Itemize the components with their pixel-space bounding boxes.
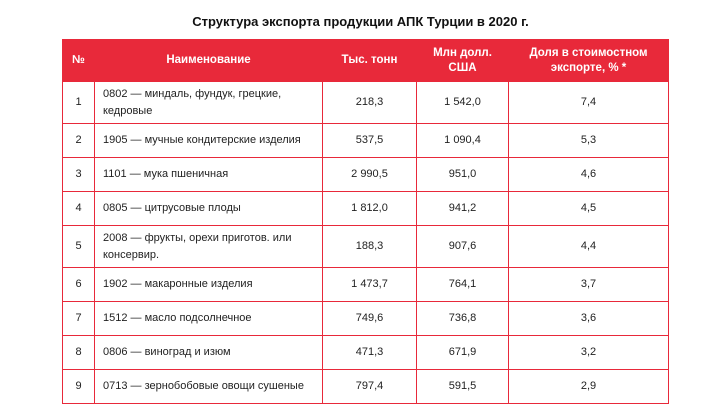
- row-tons: 537,5: [323, 124, 417, 158]
- row-share: 4,5: [509, 192, 669, 226]
- row-name: 0805 — цитрусовые плоды: [95, 192, 323, 226]
- row-usd: 1 542,0: [417, 82, 509, 124]
- row-tons: 218,3: [323, 82, 417, 124]
- row-number: 4: [63, 192, 95, 226]
- row-usd: 671,9: [417, 336, 509, 370]
- table-row: [63, 268, 669, 302]
- row-share: 3,7: [509, 268, 669, 302]
- row-number: 9: [63, 370, 95, 404]
- row-name: 1101 — мука пшеничная: [95, 158, 323, 192]
- row-name: 2008 — фрукты, орехи приготов. или консервир.: [95, 226, 323, 268]
- header-row: [63, 40, 669, 82]
- row-usd: 951,0: [417, 158, 509, 192]
- row-share: 3,6: [509, 302, 669, 336]
- table-row: [63, 158, 669, 192]
- row-name: 1512 — масло подсолнечное: [95, 302, 323, 336]
- export-table: [62, 39, 669, 404]
- row-usd: 736,8: [417, 302, 509, 336]
- header-share: Доля в стоимостном экспорте, % *: [509, 40, 669, 82]
- row-tons: 797,4: [323, 370, 417, 404]
- header-tons: Тыс. тонн: [323, 40, 417, 82]
- row-tons: 2 990,5: [323, 158, 417, 192]
- row-tons: 1 812,0: [323, 192, 417, 226]
- row-share: 5,3: [509, 124, 669, 158]
- row-share: 2,9: [509, 370, 669, 404]
- table-row: [63, 82, 669, 124]
- row-share: 4,6: [509, 158, 669, 192]
- table-title: Структура экспорта продукции АПК Турции в 2020 г.: [192, 14, 529, 29]
- row-tons: 1 473,7: [323, 268, 417, 302]
- row-share: 4,4: [509, 226, 669, 268]
- row-name: 0713 — зернобобовые овощи сушеные: [95, 370, 323, 404]
- row-share: 7,4: [509, 82, 669, 124]
- row-usd: 1 090,4: [417, 124, 509, 158]
- row-tons: 749,6: [323, 302, 417, 336]
- header-usd: Млн долл. США: [417, 40, 509, 82]
- table-row: [63, 124, 669, 158]
- table-row: [63, 192, 669, 226]
- row-number: 8: [63, 336, 95, 370]
- row-number: 5: [63, 226, 95, 268]
- row-usd: 591,5: [417, 370, 509, 404]
- table-row: [63, 302, 669, 336]
- row-name: 0802 — миндаль, фундук, грецкие, кедровые: [95, 82, 323, 124]
- row-number: 6: [63, 268, 95, 302]
- row-number: 2: [63, 124, 95, 158]
- table-row: [63, 226, 669, 268]
- header-name: Наименование: [95, 40, 323, 82]
- row-name: 1902 — макаронные изделия: [95, 268, 323, 302]
- row-number: 1: [63, 82, 95, 124]
- row-name: 1905 — мучные кондитерские изделия: [95, 124, 323, 158]
- row-usd: 907,6: [417, 226, 509, 268]
- header-number: №: [63, 40, 95, 82]
- table-row: [63, 370, 669, 404]
- row-number: 3: [63, 158, 95, 192]
- row-number: 7: [63, 302, 95, 336]
- table-row: [63, 336, 669, 370]
- row-tons: 471,3: [323, 336, 417, 370]
- row-tons: 188,3: [323, 226, 417, 268]
- row-name: 0806 — виноград и изюм: [95, 336, 323, 370]
- row-usd: 764,1: [417, 268, 509, 302]
- row-share: 3,2: [509, 336, 669, 370]
- row-usd: 941,2: [417, 192, 509, 226]
